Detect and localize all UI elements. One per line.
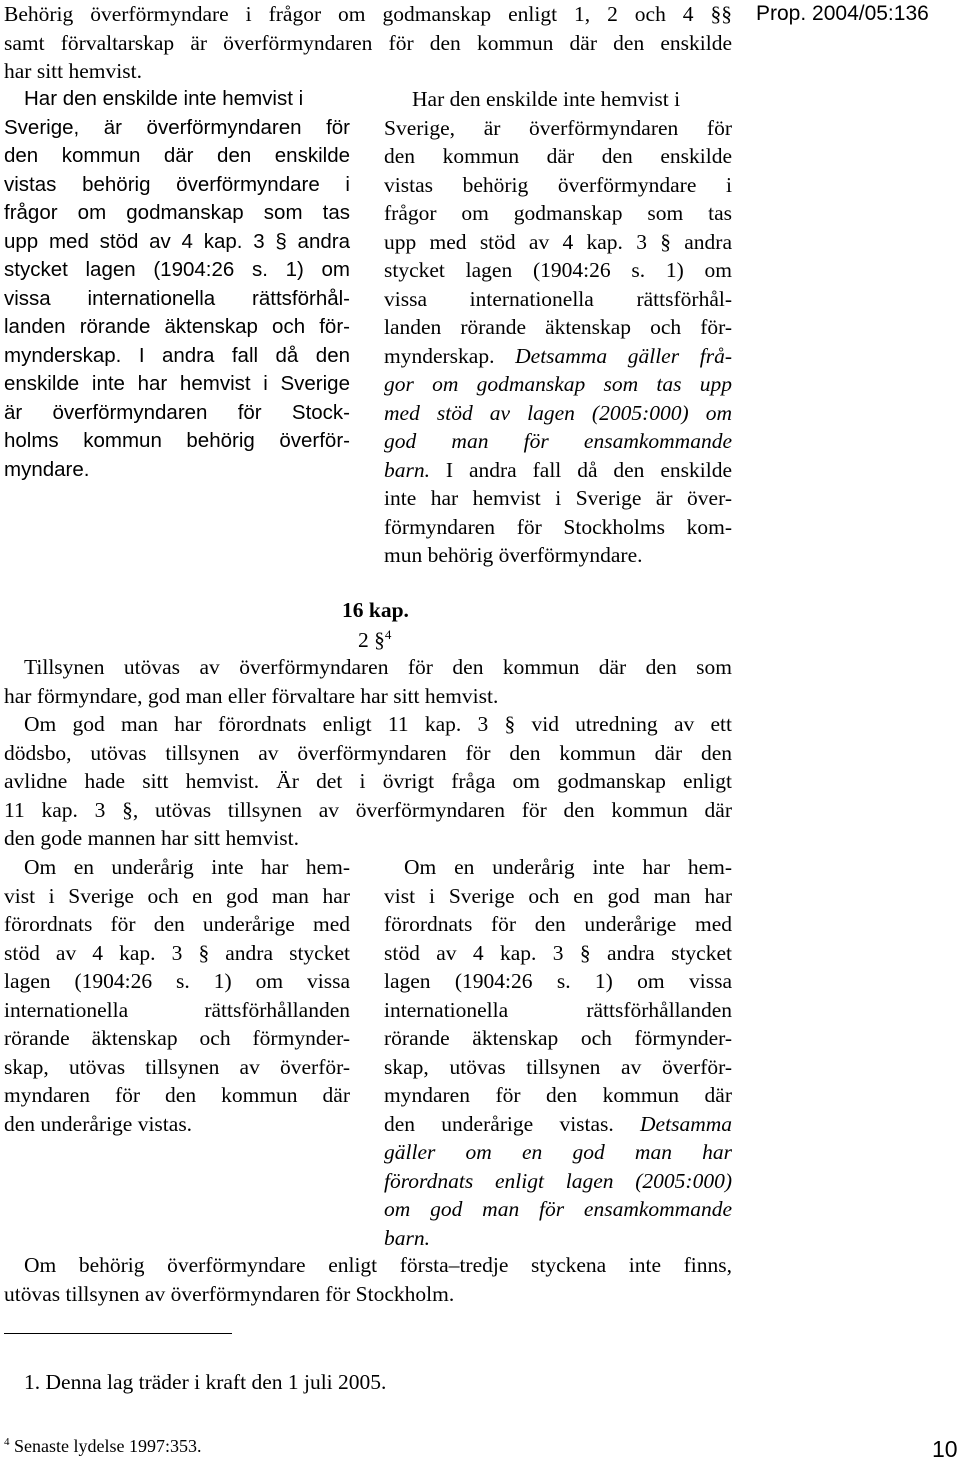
- intro-line: samt förvaltarskap är överförmyndaren för den kommun där den enskilde: [4, 30, 732, 55]
- intro-paragraph: [4, 0, 732, 86]
- text-line: lagen (1904:26 s. 1) om vissa: [384, 969, 732, 993]
- text-line: enskilde inte har hemvist i Sverige: [4, 372, 350, 395]
- text-line: stycket lagen (1904:26 s. 1) om: [4, 258, 350, 281]
- text-line: utövas tillsynen av överförmyndaren för Stockholm.: [4, 1281, 455, 1306]
- text-line: holms kommun behörig överför-: [4, 429, 350, 452]
- text-line: skap, utövas tillsynen av överför-: [384, 1054, 732, 1079]
- text-line: internationella rättsförhållanden: [384, 997, 732, 1022]
- text-line: Sverige, är överförmyndaren för: [4, 115, 350, 139]
- text-line: den gode mannen har sitt hemvist.: [4, 826, 299, 850]
- text-line: Om god man har förordnats enligt 11 kap. 3 § vid utredning av ett: [24, 712, 732, 736]
- text-line: den underårige vistas.: [4, 1111, 193, 1136]
- text-line: internationella rättsförhållanden: [4, 997, 350, 1022]
- section-footnote-marker: 4: [384, 626, 392, 642]
- text-line: den kommun där den enskilde: [4, 144, 350, 167]
- chapter-heading: 16 kap.: [342, 598, 409, 622]
- text-line: frågor om godmanskap som tas: [4, 201, 350, 224]
- text-line: den kommun där den enskilde: [384, 144, 732, 168]
- text-line: [384, 1110, 732, 1139]
- text-line: Om en underårig inte har hem-: [404, 855, 732, 879]
- left-column-current-text: [4, 85, 350, 484]
- footnote-separator: [4, 1333, 232, 1334]
- footnote-4: [4, 1432, 201, 1461]
- footnote-1: 1. Denna lag träder i kraft den 1 juli 2005.: [24, 1370, 387, 1394]
- section-paragraph-2: [4, 710, 732, 853]
- text-line: vist i Sverige och en god man har: [4, 883, 350, 908]
- section-heading: [358, 626, 391, 655]
- text-line: [384, 456, 732, 485]
- right-column-proposed-text: [384, 85, 732, 570]
- text-line: 11 kap. 3 §, utövas tillsynen av överförmyndaren för den kommun där: [4, 797, 732, 822]
- text-line: Sverige, är överförmyndaren för: [384, 115, 732, 140]
- italic-text-segment: Detsamma gäller frå-: [515, 343, 732, 368]
- text-line: landen rörande äktenskap och för-: [4, 315, 350, 338]
- text-line: rörande äktenskap och förmynder-: [384, 1026, 732, 1050]
- text-line: vistas behörig överförmyndare i: [4, 172, 350, 196]
- text-line: myndaren för den kommun där: [384, 1083, 732, 1107]
- text-line: är överförmyndaren för Stock-: [4, 400, 350, 424]
- intro-line: Behörig överförmyndare i frågor om godmanskap enligt 1, 2 och 4 §§: [4, 2, 732, 26]
- footnote-text: Senaste lydelse 1997:353.: [9, 1436, 202, 1456]
- text-line: Har den enskilde inte hemvist i: [24, 87, 304, 110]
- proposition-reference: Prop. 2004/05:136: [756, 2, 929, 25]
- text-line: avlidne hade sitt hemvist. Är det i övrigt fråga om godmanskap enligt: [4, 769, 732, 793]
- text-line: vissa internationella rättsförhål-: [4, 286, 350, 310]
- text-line: mun behörig överförmyndare.: [384, 543, 643, 567]
- text-line: skap, utövas tillsynen av överför-: [4, 1054, 350, 1079]
- italic-text-segment: barn.: [384, 457, 430, 482]
- text-line: mynderskap. I andra fall då den: [4, 343, 350, 367]
- text-line: förmyndaren för Stockholms kom-: [384, 514, 732, 539]
- text-line: myndare.: [4, 457, 90, 481]
- italic-text-line: förordnats enligt lagen (2005:000): [384, 1168, 732, 1193]
- italic-text-line: gor om godmanskap som tas upp: [384, 372, 732, 396]
- text-line: landen rörande äktenskap och för-: [384, 315, 732, 339]
- italic-text-line: om god man för ensamkommande: [384, 1197, 732, 1221]
- text-line: stöd av 4 kap. 3 § andra stycket: [384, 940, 732, 965]
- text-line: upp med stöd av 4 kap. 3 § andra: [384, 229, 732, 254]
- text-line: stöd av 4 kap. 3 § andra stycket: [4, 940, 350, 965]
- italic-text-line: gäller om en god man har: [384, 1140, 732, 1164]
- italic-text-line: med stöd av lagen (2005:000) om: [384, 400, 732, 425]
- text-line: [384, 342, 732, 371]
- text-line: frågor om godmanskap som tas: [384, 201, 732, 225]
- section-number: 2 §: [358, 628, 385, 652]
- right-column-proposed-text-2: [384, 853, 732, 1252]
- intro-line: har sitt hemvist.: [4, 59, 142, 83]
- italic-text-line: barn.: [384, 1225, 430, 1250]
- footnote-marker: 4: [4, 1436, 10, 1448]
- text-line: upp med stöd av 4 kap. 3 § andra: [4, 229, 350, 253]
- text-line: myndaren för den kommun där: [4, 1083, 350, 1107]
- text-line: har förmyndare, god man eller förvaltare har sitt hemvist.: [4, 683, 499, 708]
- section-paragraph-1: [4, 653, 732, 710]
- text-line: vissa internationella rättsförhål-: [384, 286, 732, 311]
- text-line: förordnats för den underårige med: [4, 912, 350, 936]
- text-line: inte har hemvist i Sverige är över-: [384, 486, 732, 510]
- text-line: vistas behörig överförmyndare i: [384, 172, 732, 197]
- page-number: 10: [932, 1436, 958, 1462]
- text-line: Om en underårig inte har hem-: [24, 855, 350, 879]
- text-line: Om behörig överförmyndare enligt första–tredje styckena inte finns,: [24, 1253, 732, 1277]
- text-segment: I andra fall då den enskilde: [430, 457, 732, 482]
- text-segment: den underårige vistas.: [384, 1111, 641, 1136]
- text-line: Tillsynen utövas av överförmyndaren för den kommun där den som: [24, 655, 732, 679]
- text-line: förordnats för den underårige med: [384, 912, 732, 936]
- text-line: lagen (1904:26 s. 1) om vissa: [4, 969, 350, 993]
- text-line: dödsbo, utövas tillsynen av överförmyndaren för den kommun där den: [4, 740, 732, 765]
- italic-text-line: god man för ensamkommande: [384, 429, 732, 453]
- text-line: Har den enskilde inte hemvist i: [412, 87, 681, 111]
- italic-text-segment: Detsamma: [640, 1111, 732, 1136]
- left-column-current-text-2: [4, 853, 350, 1138]
- text-line: stycket lagen (1904:26 s. 1) om: [384, 258, 732, 282]
- text-line: vist i Sverige och en god man har: [384, 883, 732, 908]
- text-line: rörande äktenskap och förmynder-: [4, 1026, 350, 1050]
- text-segment: mynderskap.: [384, 343, 516, 368]
- closing-paragraph: [4, 1251, 732, 1308]
